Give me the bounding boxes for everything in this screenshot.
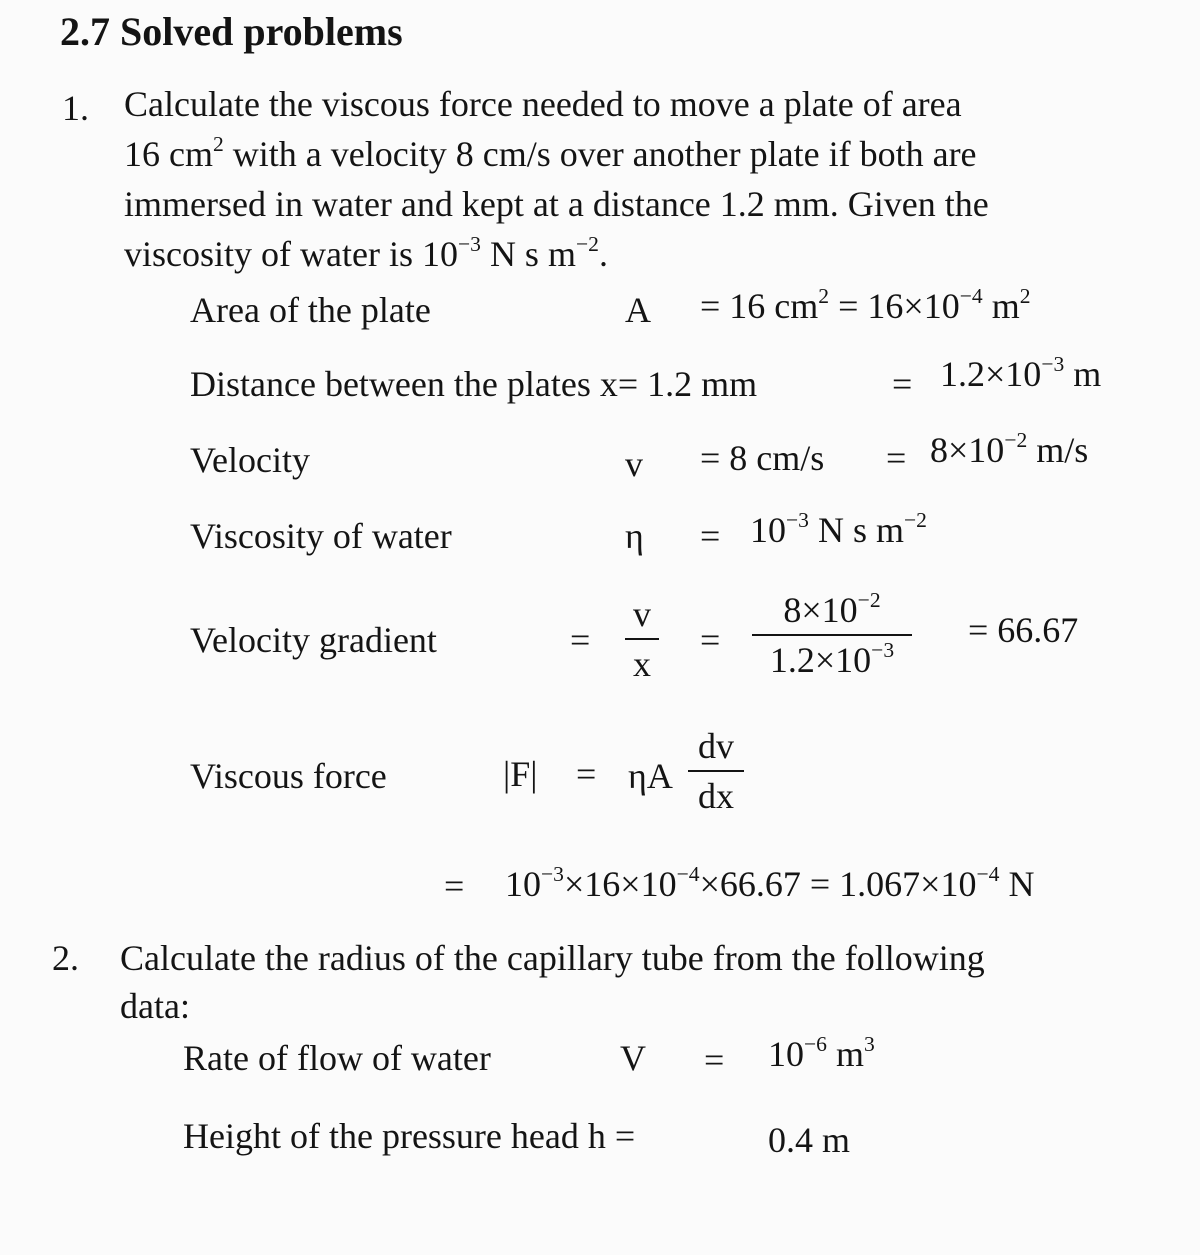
sup: −3 [786, 507, 809, 532]
section-title: 2.7 Solved problems [60, 9, 403, 54]
text: m/s [1027, 430, 1089, 470]
text: . [598, 234, 608, 274]
gradient-equals-2: = [700, 620, 721, 660]
gradient-label: Velocity gradient [190, 620, 437, 660]
numerator [752, 587, 912, 630]
rate-symbol: V [620, 1038, 646, 1078]
text: m [1064, 354, 1102, 394]
distance-equals: = [892, 364, 913, 404]
area-value [700, 283, 1031, 326]
velocity-si [930, 427, 1089, 470]
gradient-v-over-x [625, 596, 659, 682]
force-result-equals: = [444, 866, 465, 906]
velocity-value: = 8 cm/s [700, 438, 825, 478]
height-value: 0.4 m [768, 1120, 851, 1160]
sup: −3 [457, 231, 481, 256]
rate-label: Rate of flow of water [183, 1038, 491, 1078]
gradient-equals-1: = [570, 620, 591, 660]
rate-value [768, 1031, 875, 1074]
text: 10 [768, 1034, 804, 1074]
force-result [505, 861, 1035, 904]
rate-equals: = [704, 1040, 725, 1080]
text: N [999, 864, 1035, 904]
problem-2-line-2: data: [120, 986, 190, 1026]
fraction-bar [688, 770, 744, 772]
velocity-label: Velocity [190, 440, 310, 480]
text: m [982, 286, 1020, 326]
sup: −2 [575, 231, 599, 256]
sup: −4 [959, 283, 983, 308]
denominator: x [633, 644, 651, 684]
problem-1-line-4 [124, 231, 608, 274]
problem-2-number: 2. [52, 938, 79, 978]
sup: −6 [804, 1031, 827, 1056]
text: = 16 cm [700, 286, 819, 326]
gradient-result: = 66.67 [968, 610, 1079, 650]
force-dv-dx [688, 728, 744, 814]
text: 8×10 [930, 430, 1005, 470]
sup: 2 [212, 131, 224, 156]
sup: −3 [541, 861, 564, 886]
sup: −4 [976, 861, 1000, 886]
text: 10 [505, 864, 541, 904]
area-symbol: A [625, 290, 651, 330]
text: 10 [750, 510, 786, 550]
text: 8×10 [783, 590, 858, 630]
sup: −3 [871, 637, 895, 662]
viscosity-label: Viscosity of water [190, 516, 452, 556]
sup: −4 [676, 861, 700, 886]
denominator [752, 637, 912, 680]
denominator: dx [698, 776, 734, 816]
sup: 2 [1019, 283, 1031, 308]
force-equals: = [576, 754, 597, 794]
sup: −2 [1004, 427, 1028, 452]
sup: 2 [818, 283, 830, 308]
problem-1-line-3: immersed in water and kept at a distance 1.2 mm. Given the [124, 184, 989, 224]
force-symbol: |F| [503, 754, 538, 794]
text: N s m [480, 234, 576, 274]
sup: −2 [857, 587, 881, 612]
viscosity-equals: = [700, 516, 721, 556]
problem-2-line-1: Calculate the radius of the capillary tube from the following [120, 938, 985, 978]
text: ×16×10 [563, 864, 677, 904]
height-label: Height of the pressure head h = [183, 1116, 636, 1156]
velocity-symbol: v [625, 444, 643, 484]
text: 1.2×10 [940, 354, 1042, 394]
problem-1-line-1: Calculate the viscous force needed to move a plate of area [124, 84, 962, 124]
viscosity-value [750, 507, 927, 550]
text: viscosity of water is 10 [124, 234, 458, 274]
text: with a velocity 8 cm/s over another plate if both are [223, 134, 977, 174]
area-label: Area of the plate [190, 290, 431, 330]
sup: 3 [864, 1031, 875, 1056]
sup: −2 [904, 507, 927, 532]
text: 16 cm [124, 134, 213, 174]
text: N s m [808, 510, 904, 550]
text: ×66.67 = 1.067×10 [699, 864, 977, 904]
viscosity-symbol: η [625, 516, 644, 556]
problem-1-number: 1. [62, 88, 89, 128]
velocity-equals: = [886, 438, 907, 478]
numerator: v [633, 594, 651, 634]
fraction-bar [752, 634, 912, 636]
text: = 16×10 [829, 286, 960, 326]
sup: −3 [1041, 351, 1065, 376]
force-label: Viscous force [190, 756, 387, 796]
problem-1-line-2 [124, 131, 977, 174]
gradient-fraction [752, 587, 912, 680]
distance-value [940, 351, 1102, 394]
numerator: dv [698, 726, 734, 766]
text: 1.2×10 [769, 640, 872, 680]
fraction-bar [625, 638, 659, 640]
text: m [826, 1034, 864, 1074]
distance-label: Distance between the plates x= 1.2 mm [190, 364, 758, 404]
force-expression: ηA [628, 756, 673, 796]
